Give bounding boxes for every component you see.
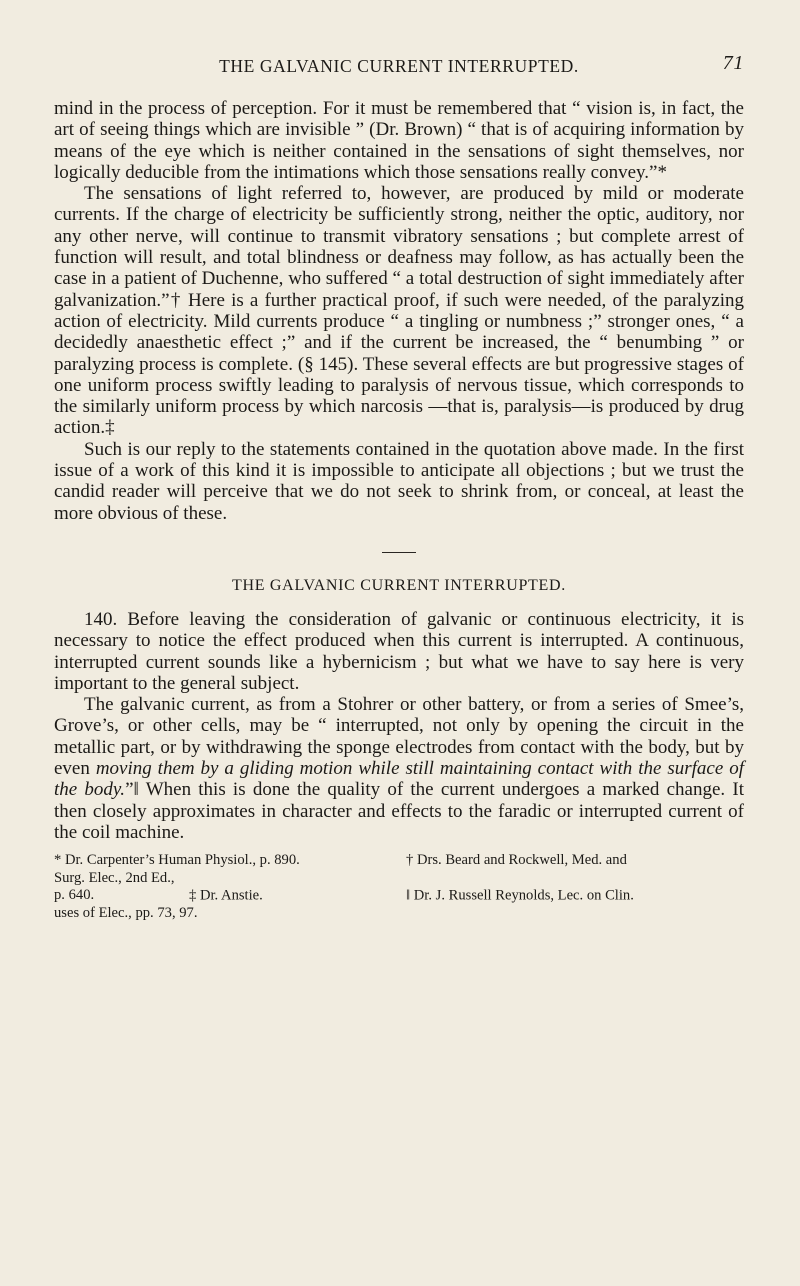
book-page (54, 52, 744, 922)
footnote-carpenter: * Dr. Carpenter’s Human Physiol., p. 890. (54, 852, 300, 869)
paragraph (54, 694, 744, 843)
italic-quotation: moving them by a gliding motion while still maintaining contact with the surface of the body. (54, 758, 744, 801)
footnote-line (54, 870, 744, 905)
footnote-beard: † Drs. Beard and Rockwell, Med. and (406, 852, 627, 869)
body-text (54, 98, 744, 524)
footnote-reynolds-cont: uses of Elec., pp. 73, 97. (54, 904, 198, 921)
paragraph-text: The galvanic current, as from a Stohrer or other battery, or from a series of Smee’s, Grove’s, or other cells, may be “ interrupted, not only by opening the circuit in the metallic part, or by withdrawing the sponge electrodes from contact with the body, but by even (54, 694, 744, 780)
footnote-beard-cont: Surg. Elec., 2nd Ed., p. 640. (54, 869, 175, 904)
section-divider (382, 552, 416, 553)
paragraph-numbered: 140. Before leaving the consideration of galvanic or continuous electricity, it is necessary to notice the effect produced when this current is interrupted. A continuous, interrupted current sounds like a hybernicism ; but what we have to say here is very important to the general subject. (54, 608, 744, 694)
page-number: 71 (722, 52, 744, 74)
section-body (54, 609, 744, 843)
footnote-line (54, 852, 744, 870)
running-title: THE GALVANIC CURRENT INTERRUPTED. (219, 56, 579, 76)
paragraph: The sensations of light referred to, however, are produced by mild or moderate currents. If the charge of electricity be sufficiently strong, neither the optic, auditory, nor any other nerve, will continue to transmit vibratory sensations ; but complete arrest of function will result, and total blindness or deafness may follow, as has actually been the case in a patient of Duchenne, who suffered “ a total destruction of sight immediately after galvanization.”† Here is a further practical proof, if such were needed, of the paralyzing action of electricity. Mild currents produce “ a tingling or numbness ;” stronger ones, “ a decidedly anaesthetic effect ;” and if the current be increased, the “ benumbing ” or paralyzing process is complete. (§ 145). These several effects are but progressive stages of one uniform process swiftly leading to paralysis of nervous tissue, which corresponds to the similarly uniform process by which narcosis —that is, paralysis—is produced by drug action.‡ (54, 183, 744, 439)
footnotes (54, 852, 744, 922)
footnote-anstie: ‡ Dr. Anstie. (189, 887, 263, 904)
running-head (54, 52, 744, 86)
footnote-line-part (54, 870, 406, 905)
paragraph-text: ”‖ When this is done the quality of the current undergoes a marked change. It then closely approximates in character and effects to the faradic or interrupted current of the coil machine. (54, 779, 744, 843)
paragraph-continued: mind in the process of perception. For it must be remembered that “ vision is, in fact, the art of seeing things which are invisible ” (Dr. Brown) “ that is of acquiring information by means of the eye which is neither contained in the sensations of sight themselves, nor logically deducible from the intimations which those sensations really convey.”* (54, 98, 744, 183)
footnote-reynolds: ‖ Dr. J. Russell Reynolds, Lec. on Clin. (406, 887, 634, 904)
paragraph: Such is our reply to the statements contained in the quotation above made. In the first issue of a work of this kind it is impossible to anticipate all objections ; but we trust the candid reader will perceive that we do not seek to shrink from, or conceal, at least the more obvious of these. (54, 438, 744, 524)
section-heading: THE GALVANIC CURRENT INTERRUPTED. (232, 576, 566, 594)
